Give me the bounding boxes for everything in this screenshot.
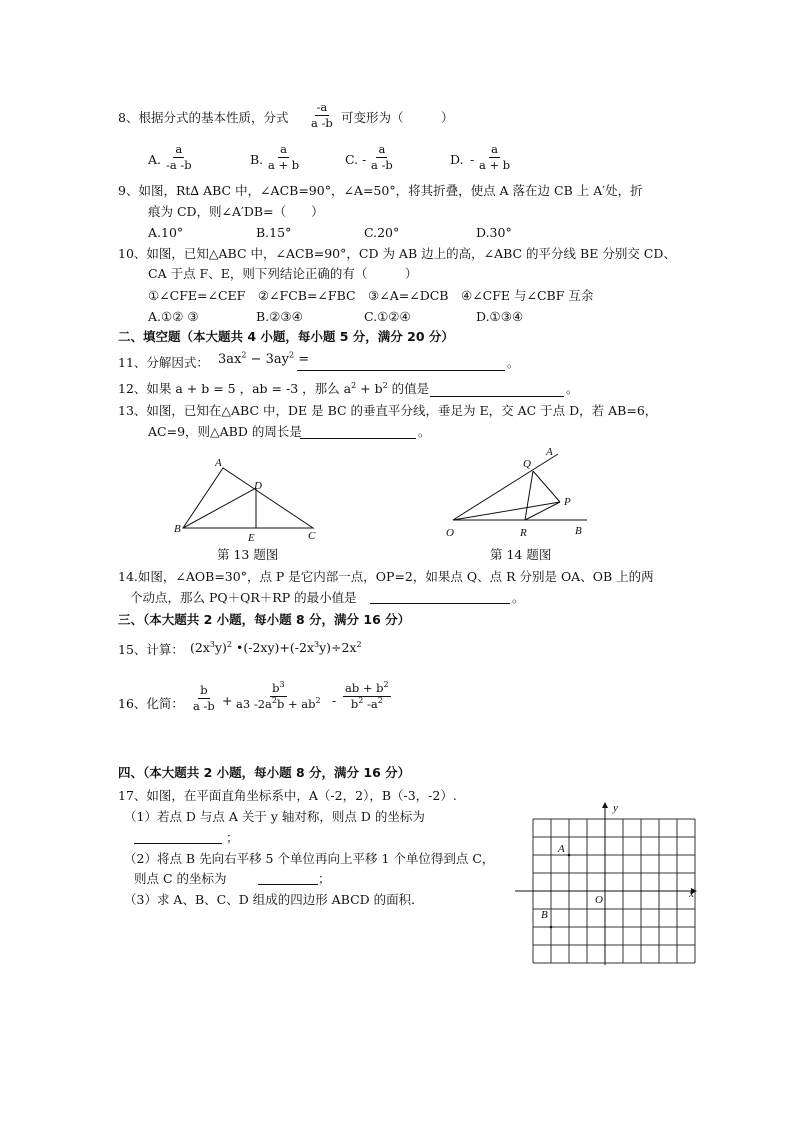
grid-label-o: O — [595, 894, 603, 906]
figure-14 — [440, 440, 590, 545]
q13-line1: 13、如图，已知在△ABC 中，DE 是 BC 的垂直平分线，垂足为 E，交 AC 于点 D，若 AB=6， — [118, 403, 658, 418]
q13-answer-blank[interactable] — [300, 438, 416, 439]
q8-opt-b-frac — [266, 143, 301, 172]
q9-line1: 9、如图，Rt∆ ABC 中，∠ACB=90°，∠A=50°，将其折叠，使点 A 落在边 CB 上 A′处，折 — [118, 183, 643, 198]
fig13-caption: 第 13 题图 — [217, 547, 279, 562]
q8-opt-a-label: A. — [148, 152, 162, 167]
q17-line1: 17、如图，在平面直角坐标系中，A（-2，2），B（-3，-2）. — [118, 788, 457, 803]
section2-title: 二、填空题（本大题共 4 小题，每小题 5 分，满分 20 分） — [118, 329, 454, 344]
q8-opt-c-label: C. — [345, 152, 359, 167]
grid-label-b: B — [541, 909, 548, 921]
q8-opt-a-frac — [164, 143, 194, 172]
q8-opt-b-label: B. — [250, 152, 264, 167]
q8-opt-b-den: a + b — [268, 158, 300, 173]
q16-frac3-num: ab + $b^2$ — [343, 682, 391, 697]
fig14-label-b: B — [575, 525, 582, 537]
q12-text-a: 12、如果 a + b = 5 ，ab = -3 ，那么 a — [118, 381, 352, 396]
q11-text: 11、分解因式： — [118, 355, 209, 370]
q8-opt-d-sign: - — [470, 152, 475, 167]
q16-frac1-num: b — [198, 684, 209, 699]
q17-part1-blank[interactable] — [134, 843, 222, 844]
q10-opt-c: C.①②④ — [364, 309, 411, 324]
fig13-label-d: D — [254, 480, 262, 492]
q11-end: 。 — [507, 355, 520, 370]
q9-line2: 痕为 CD，则∠A′DB=（ ） — [148, 204, 324, 219]
q13-line2: AC=9，则△ABD 的周长是 — [148, 424, 302, 439]
q8-opt-a-den: -a -b — [166, 158, 192, 173]
q8-opt-d-den: a + b — [479, 158, 511, 173]
q10-line3: ①∠CFE=∠CEF ②∠FCB=∠FBC ③∠A=∠DCB ④∠CFE 与∠CBF 互余 — [148, 288, 594, 303]
q15-expression: $(2x^3y)^2$ $•(-2xy)+(-2x^3y)\div 2x^2$ — [190, 639, 362, 655]
q14-line2: 个动点，那么 PQ＋QR＋RP 的最小值是 — [130, 590, 357, 605]
q17-part2-blank[interactable] — [258, 884, 318, 885]
q17-part3: （3）求 A、B、C、D 组成的四边形 ABCD 的面积． — [124, 892, 424, 907]
fig14-label-o: O — [446, 527, 454, 539]
q8-opt-c-num: a — [376, 143, 387, 158]
q16-plus: + — [222, 693, 233, 708]
q16-frac-1 — [191, 684, 217, 713]
q8-frac-den: a -b — [311, 116, 333, 131]
q8-frac-num: -a — [315, 101, 330, 116]
section3-title: 三、（本大题共 2 小题，每小题 8 分，满分 16 分） — [118, 612, 411, 627]
q8-text-b: 可变形为（ ） — [341, 110, 454, 125]
q16-frac-2 — [234, 682, 323, 711]
q16-frac-3 — [343, 682, 391, 711]
q16-minus: - — [332, 693, 337, 708]
q8-opt-d-frac — [477, 143, 512, 172]
q9-opt-a: A.10° — [148, 225, 184, 240]
q8-text-a: 8、根据分式的基本性质，分式 — [118, 110, 289, 125]
q12-text: 12、如果 a + b = 5 ，ab = -3 ，那么 $a^2 + b^2$ 的值是 — [118, 380, 430, 396]
q11-expression: $3ax^2 - 3ay^2$ = — [218, 350, 310, 367]
q16-frac2-num: $b^3$ — [270, 682, 286, 697]
fig13-label-a: A — [215, 457, 222, 469]
q9-opt-c: C.20° — [364, 225, 400, 240]
q16-frac3-den: $b^2$ $-a^2$ — [350, 696, 383, 712]
q8-opt-d-num: a — [489, 143, 500, 158]
section4-title: 四、（本大题共 2 小题，每小题 8 分，满分 16 分） — [118, 765, 411, 780]
q12-end: 。 — [566, 381, 579, 396]
q9-opt-b: B.15° — [256, 225, 292, 240]
q10-opt-a: A.①② ③ — [148, 309, 199, 324]
fig13-segment-bd — [183, 488, 256, 528]
fig14-label-r: R — [520, 527, 527, 539]
q10-opt-b: B.②③④ — [256, 309, 303, 324]
q10-line2: CA 于点 F、E，则下列结论正确的有（ ） — [148, 266, 418, 281]
q12-text-b: + b — [356, 381, 383, 396]
q13-end: 。 — [418, 424, 431, 439]
fig14-segment-qp — [533, 471, 560, 502]
fig14-caption: 第 14 题图 — [490, 547, 552, 562]
q8-opt-c-sign: - — [362, 152, 367, 167]
q17-part2b: 则点 C 的坐标为 — [134, 871, 227, 886]
fig14-segment-op — [453, 502, 560, 520]
fig13-triangle-abc — [183, 468, 313, 528]
q14-line1: 14.如图，∠AOB=30°，点 P 是它内部一点，OP=2，如果点 Q、点 R 分别是 OA、OB 上的两 — [118, 569, 654, 584]
q16-frac1-den: a -b — [193, 699, 215, 714]
q10-line1: 10、如图，已知△ABC 中，∠ACB=90°，CD 为 AB 边上的高，∠ABC 的平分线 BE 分别交 CD、 — [118, 246, 676, 261]
y-axis-arrow — [602, 802, 608, 808]
figure-13 — [170, 455, 330, 545]
q15-label: 15、计算： — [118, 642, 184, 657]
q8-opt-c-den: a -b — [371, 158, 393, 173]
q8-opt-c-frac — [369, 143, 395, 172]
fig14-label-a: A — [546, 446, 553, 458]
q16-label: 16、化简： — [118, 696, 184, 711]
q17-part2c: ； — [318, 871, 331, 886]
grid-point-b — [550, 926, 553, 929]
q12-text-c: 的值是 — [387, 381, 430, 396]
q10-opt-d: D.①③④ — [476, 309, 524, 324]
fig13-label-e: E — [248, 532, 255, 544]
fig14-label-p: P — [564, 496, 571, 508]
q17-part2a: （2）将点 B 先向右平移 5 个单位再向上平移 1 个单位得到点 C， — [124, 851, 495, 866]
grid-label-y: y — [613, 802, 618, 814]
q14-end: 。 — [512, 590, 525, 605]
fig14-label-q: Q — [523, 458, 531, 470]
fig13-label-b: B — [174, 523, 181, 535]
q8-opt-a-num: a — [173, 143, 184, 158]
q11-answer-blank[interactable] — [297, 370, 505, 371]
fig13-label-c: C — [308, 530, 316, 542]
coordinate-grid — [515, 800, 700, 970]
grid-label-x: x — [689, 888, 694, 900]
q8-opt-d-label: D. — [450, 152, 464, 167]
q12-answer-blank[interactable] — [430, 396, 564, 397]
q17-part1a: （1）若点 D 与点 A 关于 y 轴对称，则点 D 的坐标为 — [124, 809, 425, 824]
fig14-segment-qr — [525, 471, 533, 520]
grid-label-a: A — [558, 843, 565, 855]
q9-opt-d: D.30° — [476, 225, 512, 240]
q8-opt-b-num: a — [278, 143, 289, 158]
fig14-ray-oa — [453, 454, 558, 520]
q17-part1b: ； — [226, 830, 239, 845]
q16-frac2-den: a3 $-2a^2b + ab^2$ — [236, 696, 321, 712]
q8-fraction — [309, 101, 335, 130]
q14-answer-blank[interactable] — [370, 603, 510, 604]
grid-point-a — [568, 854, 571, 857]
